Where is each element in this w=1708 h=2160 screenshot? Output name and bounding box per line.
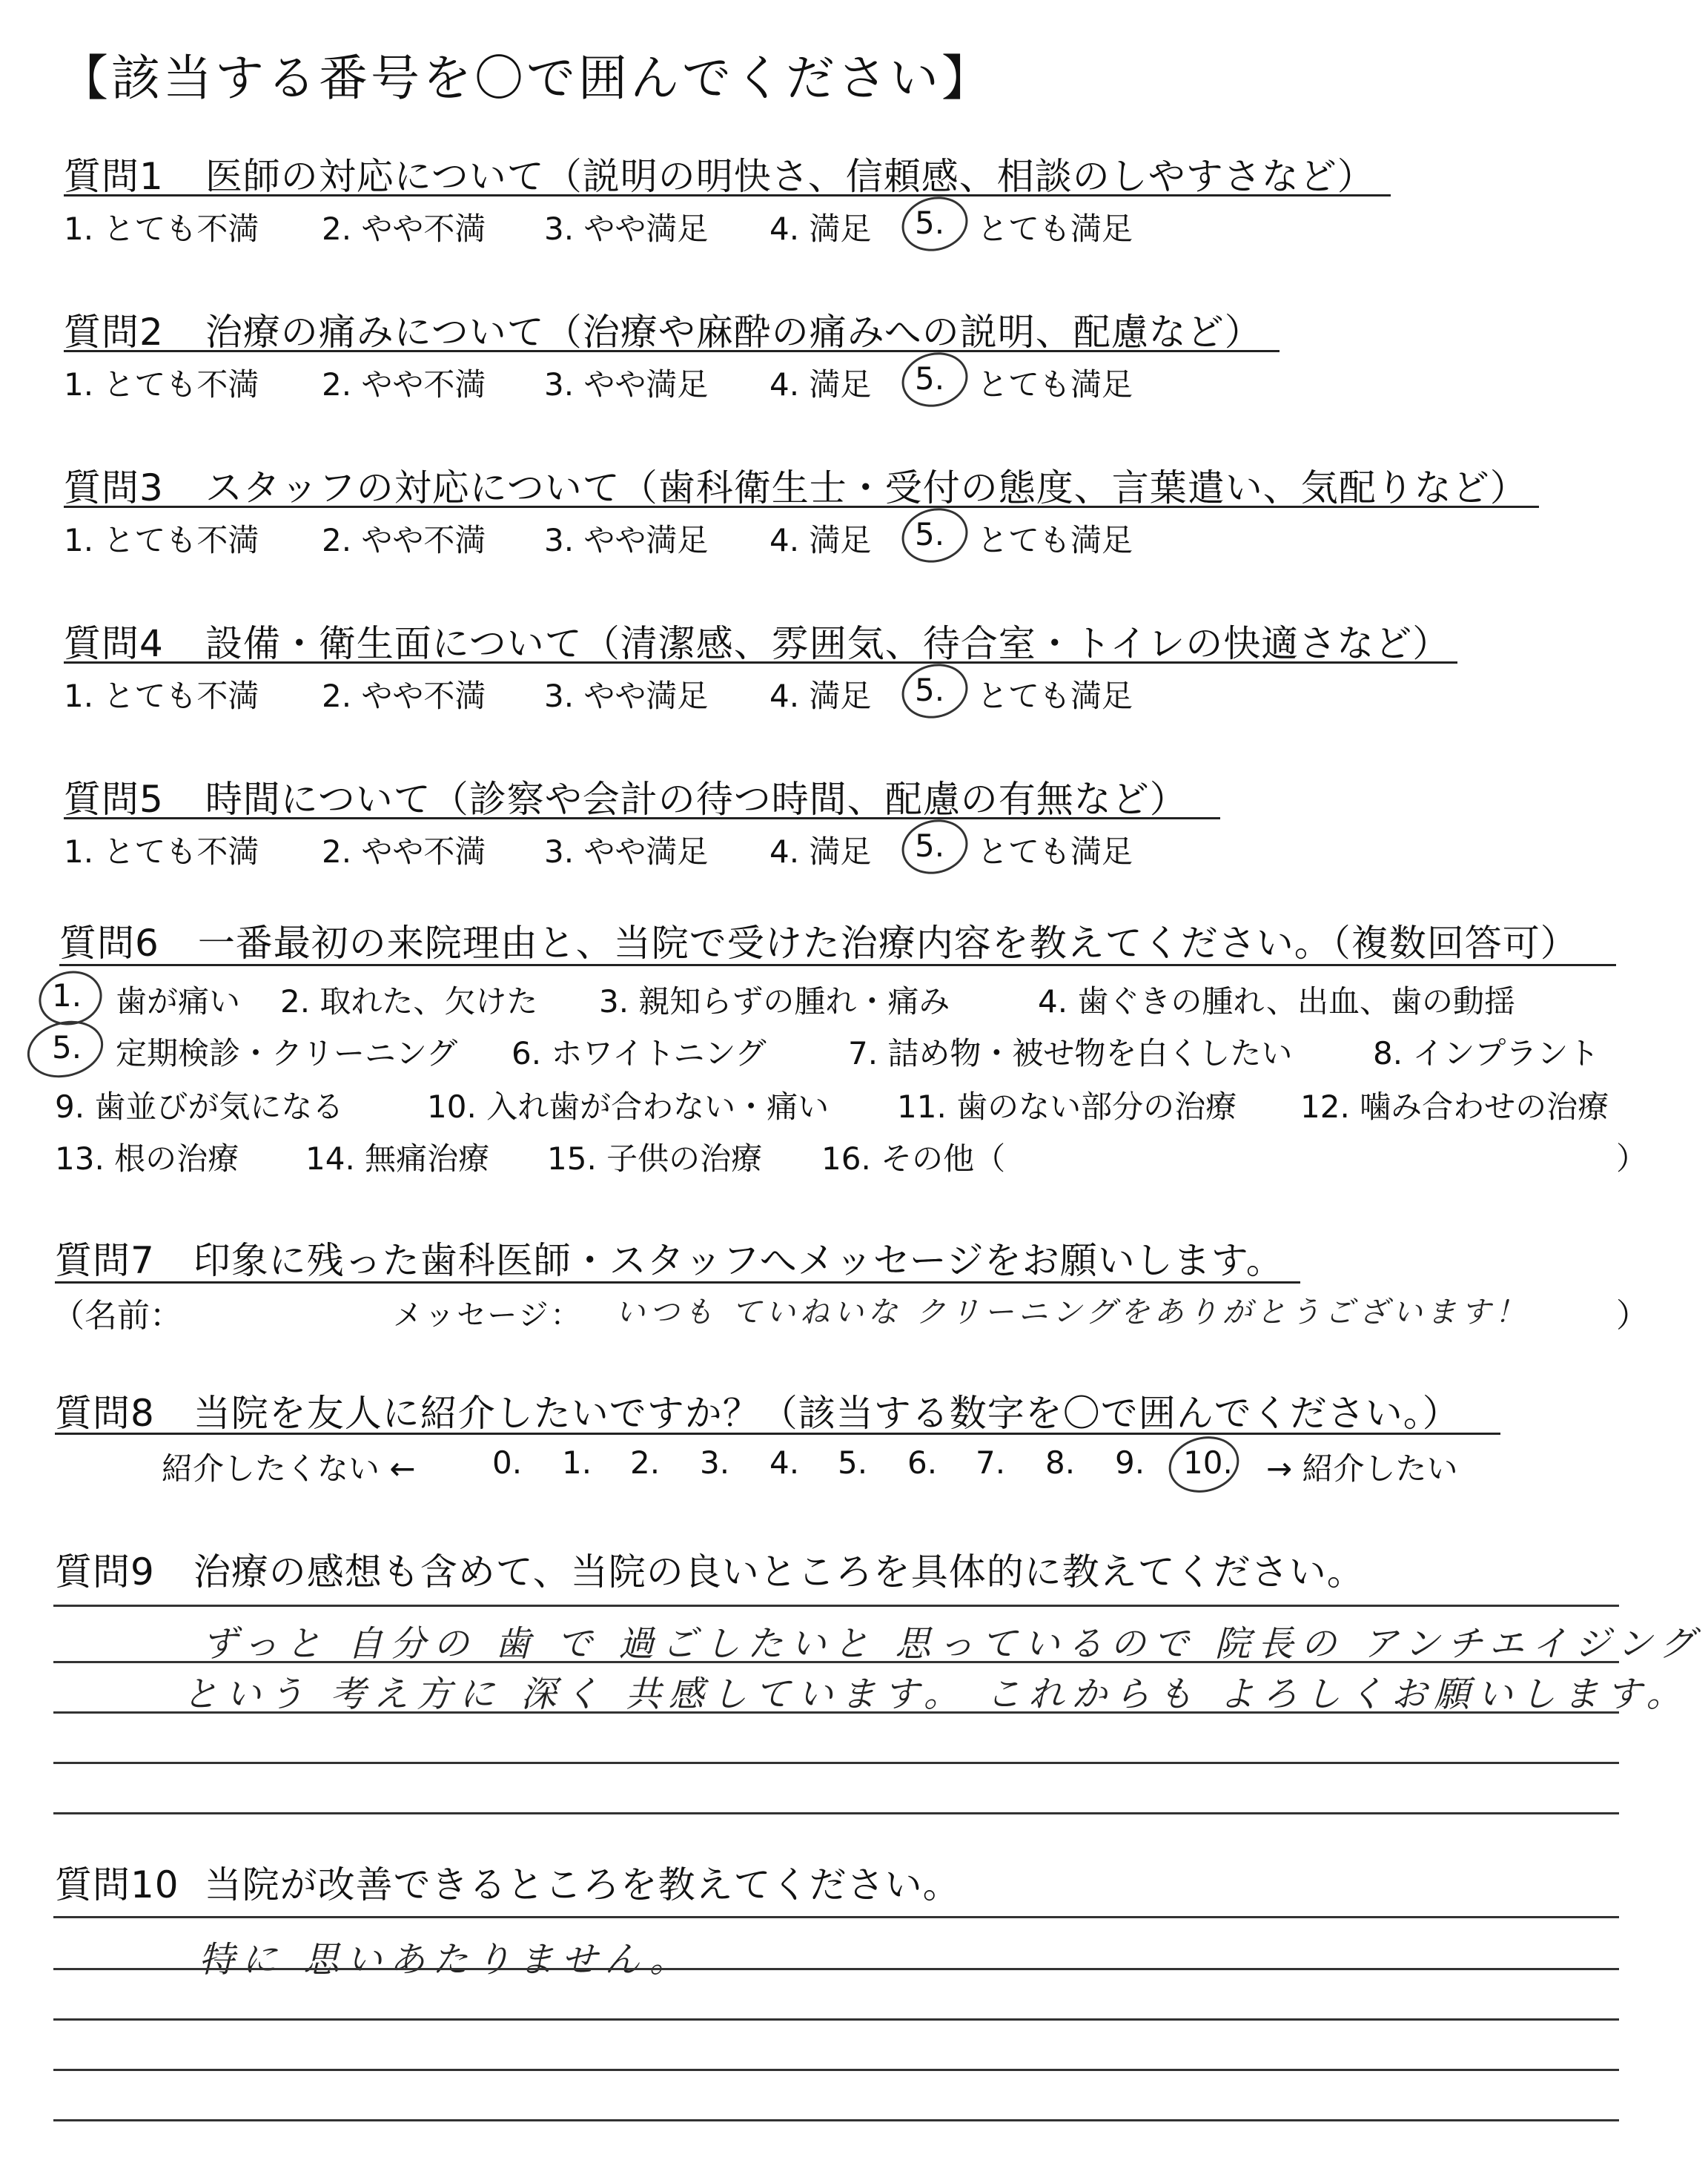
q6-opt-13[interactable]: 13. 根の治療 [55,1140,239,1177]
q3-underline [64,506,1539,508]
question-label: 質問5 [64,778,164,821]
q4-opt-4[interactable]: 4. 満足 [769,678,872,714]
question-text: 一番最初の来院理由と、当院で受けた治療内容を教えてください。（複数回答可） [197,922,1578,965]
q5-opt-5-label: とても満足 [977,833,1133,870]
q7-underline [55,1281,1300,1284]
q2-opt-2[interactable]: 2. やや不満 [322,366,486,403]
q6-opt-3[interactable]: 3. 親知らずの腫れ・痛み [599,983,950,1020]
q7-close-paren: ） [1616,1297,1649,1335]
question-label: 質問8 [55,1392,155,1435]
q6-opt-6[interactable]: 6. ホワイトニング [512,1035,767,1071]
q5-title [64,770,1188,823]
q8-right-label: → 紹介したい [1266,1450,1458,1487]
q6-opt-12[interactable]: 12. 噛み合わせの治療 [1300,1089,1609,1125]
q7-message-label: メッセージ： [393,1298,583,1332]
q2-opt-4[interactable]: 4. 満足 [769,366,872,403]
q3-title [64,458,1528,512]
q8-num-2[interactable]: 2. [630,1444,661,1481]
selection-circle [1162,1429,1245,1500]
q1-opt-5[interactable]: 5. [915,205,945,241]
q8-num-5[interactable]: 5. [838,1444,868,1481]
answer-rule [53,1711,1619,1714]
q1-underline [64,194,1391,196]
question-label: 質問6 [59,922,159,965]
q6-opt-10[interactable]: 10. 入れ歯が合わない・痛い [427,1089,830,1125]
q10-answer-line-1[interactable]: 特に 思いあたりません。 [199,1939,693,1981]
question-text: 印象に残った歯科医師・スタッフへメッセージをお願いします。 [193,1239,1284,1282]
q6-opt-1-num[interactable]: 1. [52,977,82,1014]
answer-rule [53,2119,1619,2121]
q4-underline [64,661,1457,664]
question-text: 当院を友人に紹介したいですか？（該当する数字を〇で囲んでください。） [193,1392,1460,1435]
selection-circle [21,1013,110,1086]
question-label: 質問7 [55,1239,155,1282]
answer-rule [53,1605,1619,1607]
q1-title [64,147,1375,200]
q3-opt-2[interactable]: 2. やや不満 [322,522,486,558]
q9-answer-line-1[interactable]: ずっと 自分の 歯 で 過ごしたいと 思っているので 院長の アンチエイジング [202,1623,1702,1665]
q10-title [55,1855,961,1909]
q8-num-8[interactable]: 8. [1045,1444,1076,1481]
question-label: 質問10 [55,1863,179,1906]
q6-opt-16-close: ） [1616,1140,1648,1177]
q5-opt-5[interactable]: 5. [915,828,945,864]
question-text: スタッフの対応について（歯科衛生士・受付の態度、言葉遣い、気配りなど） [205,466,1528,509]
q1-opt-1[interactable]: 1. とても不満 [64,211,259,247]
q8-num-7[interactable]: 7. [976,1444,1006,1481]
question-text: 治療の感想も含めて、当院の良いところを具体的に教えてください。 [193,1550,1365,1593]
q8-underline [55,1433,1500,1435]
question-label: 質問9 [55,1550,155,1593]
answer-rule [53,2018,1619,2021]
q1-opt-2[interactable]: 2. やや不満 [322,211,486,247]
q3-opt-3[interactable]: 3. やや満足 [544,522,709,558]
q8-num-0[interactable]: 0. [492,1444,523,1481]
q9-answer-line-2[interactable]: という 考え方に 深く 共感しています。 これからも よろしくお願いします。 [182,1674,1689,1715]
form-header: 【該当する番号を〇で囲んでください】 [59,50,993,107]
q2-opt-5[interactable]: 5. [915,360,945,397]
q7-title [55,1231,1284,1284]
answer-rule [53,1661,1619,1663]
answer-rule [53,1916,1619,1918]
q8-num-10[interactable]: 10. [1183,1444,1233,1481]
q8-left-label: 紹介したくない ← [162,1450,416,1487]
q8-num-9[interactable]: 9. [1115,1444,1145,1481]
q4-opt-2[interactable]: 2. やや不満 [322,678,486,714]
q5-opt-4[interactable]: 4. 満足 [769,833,872,870]
q6-opt-5-text: 定期検診・クリーニング [116,1035,458,1071]
q1-opt-4[interactable]: 4. 満足 [769,211,872,247]
q8-title [55,1384,1460,1437]
q2-opt-1[interactable]: 1. とても不満 [64,366,259,403]
q2-opt-3[interactable]: 3. やや満足 [544,366,709,403]
q8-num-3[interactable]: 3. [700,1444,730,1481]
q6-opt-1-text: 歯が痛い [116,983,241,1020]
q4-opt-5[interactable]: 5. [915,672,945,708]
q4-title [64,614,1450,667]
q6-underline [59,964,1616,966]
q6-opt-8[interactable]: 8. インプラント [1373,1035,1600,1071]
q4-opt-5-label: とても満足 [977,678,1133,714]
answer-rule [53,2069,1619,2071]
q3-opt-4[interactable]: 4. 満足 [769,522,872,558]
q1-opt-3[interactable]: 3. やや満足 [544,211,709,247]
q6-title [59,914,1578,967]
question-text: 時間について（診察や会計の待つ時間、配慮の有無など） [205,778,1188,821]
question-text: 当院が改善できるところを教えてください。 [204,1863,961,1906]
question-text: 治療の痛みについて（治療や麻酔の痛みへの説明、配慮など） [205,311,1262,354]
q6-opt-5-num[interactable]: 5. [52,1029,82,1066]
q3-opt-5[interactable]: 5. [915,516,945,552]
q7-message[interactable]: いつも ていねいな クリーニングをありがとうございます！ [615,1295,1529,1330]
q5-opt-1[interactable]: 1. とても不満 [64,833,259,870]
q2-opt-5-label: とても満足 [977,366,1133,403]
q8-num-1[interactable]: 1. [562,1444,592,1481]
q6-opt-16[interactable]: 16. その他（ [821,1140,1006,1177]
answer-rule [53,1968,1619,1970]
q6-opt-9[interactable]: 9. 歯並びが気になる [55,1089,344,1125]
q6-opt-7[interactable]: 7. 詰め物・被せ物を白くしたい [848,1035,1293,1071]
question-label: 質問4 [64,622,164,665]
q5-underline [64,817,1220,819]
question-label: 質問3 [64,466,164,509]
question-label: 質問2 [64,311,164,354]
q6-opt-11[interactable]: 11. 歯のない部分の治療 [897,1089,1237,1125]
q5-opt-2[interactable]: 2. やや不満 [322,833,486,870]
q7-name-label: （名前： [52,1297,182,1335]
question-label: 質問1 [64,155,164,198]
q6-opt-2[interactable]: 2. 取れた、欠けた [280,983,538,1020]
q1-opt-5-label: とても満足 [977,211,1133,247]
q6-opt-14[interactable]: 14. 無痛治療 [305,1140,490,1177]
question-text: 設備・衛生面について（清潔感、雰囲気、待合室・トイレの快適さなど） [205,622,1451,665]
q9-title [55,1542,1365,1596]
q2-underline [64,350,1280,352]
q3-opt-5-label: とても満足 [977,522,1133,558]
q5-opt-3[interactable]: 3. やや満足 [544,833,709,870]
q2-title [64,303,1262,356]
q8-num-6[interactable]: 6. [907,1444,938,1481]
answer-rule [53,1762,1619,1764]
q6-opt-15[interactable]: 15. 子供の治療 [547,1140,763,1177]
q3-opt-1[interactable]: 1. とても不満 [64,522,259,558]
q4-opt-1[interactable]: 1. とても不満 [64,678,259,714]
q4-opt-3[interactable]: 3. やや満足 [544,678,709,714]
q8-num-4[interactable]: 4. [769,1444,800,1481]
answer-rule [53,1812,1619,1814]
q6-opt-4[interactable]: 4. 歯ぐきの腫れ、出血、歯の動揺 [1038,983,1515,1020]
question-text: 医師の対応について（説明の明快さ、信頼感、相談のしやすさなど） [205,155,1375,198]
